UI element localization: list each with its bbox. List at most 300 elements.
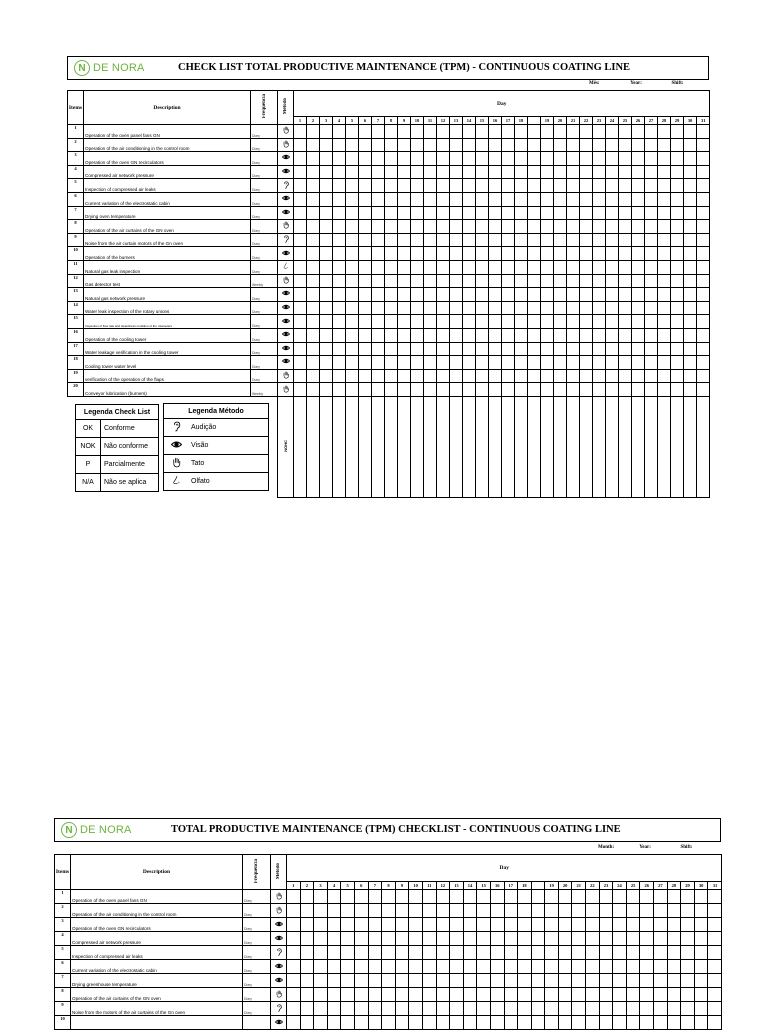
check-cell[interactable] (385, 179, 398, 193)
check-cell[interactable] (545, 988, 559, 1002)
check-cell[interactable] (300, 946, 314, 960)
check-cell[interactable] (409, 890, 423, 904)
check-cell[interactable] (606, 152, 619, 166)
check-cell[interactable] (346, 342, 359, 356)
check-cell[interactable] (463, 165, 476, 179)
check-cell[interactable] (307, 328, 320, 342)
check-cell[interactable] (619, 383, 632, 397)
check-cell[interactable] (502, 301, 515, 315)
check-cell[interactable] (489, 138, 502, 152)
check-cell[interactable] (708, 1016, 722, 1030)
check-cell[interactable] (424, 356, 437, 370)
nohc-check-cell[interactable] (411, 396, 424, 497)
check-cell[interactable] (395, 988, 409, 1002)
check-cell[interactable] (580, 301, 593, 315)
check-cell[interactable] (341, 904, 355, 918)
check-cell[interactable] (463, 890, 477, 904)
check-cell[interactable] (619, 288, 632, 302)
nohc-check-cell[interactable] (489, 396, 502, 497)
check-cell[interactable] (599, 974, 613, 988)
check-cell[interactable] (515, 369, 528, 383)
check-cell[interactable] (515, 288, 528, 302)
check-cell[interactable] (450, 138, 463, 152)
check-cell[interactable] (632, 301, 645, 315)
check-cell[interactable] (422, 904, 436, 918)
check-cell[interactable] (327, 960, 341, 974)
check-cell[interactable] (580, 356, 593, 370)
check-cell[interactable] (372, 315, 385, 329)
check-cell[interactable] (515, 328, 528, 342)
check-cell[interactable] (314, 1002, 328, 1016)
check-cell[interactable] (515, 233, 528, 247)
check-cell[interactable] (541, 125, 554, 139)
check-cell[interactable] (567, 274, 580, 288)
check-cell[interactable] (626, 1016, 640, 1030)
check-cell[interactable] (476, 301, 489, 315)
check-cell[interactable] (422, 1016, 436, 1030)
check-cell[interactable] (684, 152, 697, 166)
check-cell[interactable] (528, 138, 541, 152)
check-cell[interactable] (567, 165, 580, 179)
check-cell[interactable] (354, 974, 368, 988)
check-cell[interactable] (320, 288, 333, 302)
check-cell[interactable] (572, 904, 586, 918)
check-cell[interactable] (320, 342, 333, 356)
check-cell[interactable] (398, 152, 411, 166)
check-cell[interactable] (372, 383, 385, 397)
check-cell[interactable] (437, 301, 450, 315)
check-cell[interactable] (424, 233, 437, 247)
check-cell[interactable] (645, 260, 658, 274)
check-cell[interactable] (694, 1016, 708, 1030)
check-cell[interactable] (558, 946, 572, 960)
check-cell[interactable] (645, 315, 658, 329)
check-cell[interactable] (580, 342, 593, 356)
check-cell[interactable] (368, 932, 382, 946)
check-cell[interactable] (437, 247, 450, 261)
check-cell[interactable] (632, 288, 645, 302)
check-cell[interactable] (541, 369, 554, 383)
check-cell[interactable] (528, 342, 541, 356)
check-cell[interactable] (580, 383, 593, 397)
check-cell[interactable] (463, 974, 477, 988)
check-cell[interactable] (382, 946, 396, 960)
check-cell[interactable] (385, 274, 398, 288)
check-cell[interactable] (684, 383, 697, 397)
check-cell[interactable] (395, 890, 409, 904)
check-cell[interactable] (667, 890, 681, 904)
check-cell[interactable] (300, 932, 314, 946)
check-cell[interactable] (681, 974, 695, 988)
check-cell[interactable] (667, 1016, 681, 1030)
check-cell[interactable] (341, 946, 355, 960)
check-cell[interactable] (437, 165, 450, 179)
check-cell[interactable] (327, 918, 341, 932)
check-cell[interactable] (436, 918, 450, 932)
check-cell[interactable] (671, 260, 684, 274)
check-cell[interactable] (613, 946, 627, 960)
check-cell[interactable] (671, 301, 684, 315)
check-cell[interactable] (645, 288, 658, 302)
check-cell[interactable] (580, 233, 593, 247)
check-cell[interactable] (372, 247, 385, 261)
check-cell[interactable] (359, 288, 372, 302)
check-cell[interactable] (359, 165, 372, 179)
check-cell[interactable] (632, 179, 645, 193)
check-cell[interactable] (354, 1016, 368, 1030)
check-cell[interactable] (645, 342, 658, 356)
check-cell[interactable] (437, 369, 450, 383)
check-cell[interactable] (372, 274, 385, 288)
check-cell[interactable] (541, 192, 554, 206)
check-cell[interactable] (626, 974, 640, 988)
check-cell[interactable] (684, 220, 697, 234)
check-cell[interactable] (463, 301, 476, 315)
check-cell[interactable] (541, 274, 554, 288)
check-cell[interactable] (593, 220, 606, 234)
check-cell[interactable] (359, 328, 372, 342)
check-cell[interactable] (489, 192, 502, 206)
check-cell[interactable] (450, 315, 463, 329)
check-cell[interactable] (411, 152, 424, 166)
check-cell[interactable] (667, 988, 681, 1002)
check-cell[interactable] (667, 974, 681, 988)
check-cell[interactable] (613, 904, 627, 918)
check-cell[interactable] (541, 152, 554, 166)
check-cell[interactable] (541, 220, 554, 234)
check-cell[interactable] (545, 904, 559, 918)
check-cell[interactable] (684, 179, 697, 193)
check-cell[interactable] (684, 369, 697, 383)
check-cell[interactable] (593, 192, 606, 206)
check-cell[interactable] (619, 315, 632, 329)
check-cell[interactable] (346, 152, 359, 166)
check-cell[interactable] (632, 328, 645, 342)
check-cell[interactable] (681, 1002, 695, 1016)
check-cell[interactable] (531, 1002, 545, 1016)
check-cell[interactable] (385, 342, 398, 356)
check-cell[interactable] (294, 138, 307, 152)
check-cell[interactable] (586, 988, 600, 1002)
check-cell[interactable] (658, 356, 671, 370)
check-cell[interactable] (320, 152, 333, 166)
check-cell[interactable] (671, 220, 684, 234)
check-cell[interactable] (314, 1016, 328, 1030)
check-cell[interactable] (398, 206, 411, 220)
check-cell[interactable] (463, 274, 476, 288)
check-cell[interactable] (314, 932, 328, 946)
check-cell[interactable] (567, 315, 580, 329)
check-cell[interactable] (619, 247, 632, 261)
check-cell[interactable] (619, 152, 632, 166)
check-cell[interactable] (708, 960, 722, 974)
check-cell[interactable] (697, 125, 710, 139)
check-cell[interactable] (671, 179, 684, 193)
check-cell[interactable] (409, 1016, 423, 1030)
check-cell[interactable] (502, 328, 515, 342)
check-cell[interactable] (437, 192, 450, 206)
check-cell[interactable] (333, 328, 346, 342)
check-cell[interactable] (476, 138, 489, 152)
check-cell[interactable] (477, 946, 491, 960)
check-cell[interactable] (671, 192, 684, 206)
check-cell[interactable] (504, 1016, 518, 1030)
check-cell[interactable] (606, 220, 619, 234)
check-cell[interactable] (619, 206, 632, 220)
check-cell[interactable] (450, 342, 463, 356)
check-cell[interactable] (599, 960, 613, 974)
check-cell[interactable] (697, 138, 710, 152)
check-cell[interactable] (593, 288, 606, 302)
check-cell[interactable] (593, 328, 606, 342)
check-cell[interactable] (632, 138, 645, 152)
check-cell[interactable] (531, 904, 545, 918)
check-cell[interactable] (658, 206, 671, 220)
check-cell[interactable] (477, 988, 491, 1002)
check-cell[interactable] (294, 220, 307, 234)
check-cell[interactable] (572, 1002, 586, 1016)
check-cell[interactable] (567, 342, 580, 356)
check-cell[interactable] (436, 1016, 450, 1030)
check-cell[interactable] (476, 192, 489, 206)
check-cell[interactable] (333, 301, 346, 315)
check-cell[interactable] (515, 206, 528, 220)
check-cell[interactable] (385, 220, 398, 234)
check-cell[interactable] (333, 342, 346, 356)
check-cell[interactable] (697, 152, 710, 166)
check-cell[interactable] (307, 315, 320, 329)
check-cell[interactable] (382, 1002, 396, 1016)
check-cell[interactable] (307, 206, 320, 220)
check-cell[interactable] (341, 988, 355, 1002)
check-cell[interactable] (476, 179, 489, 193)
check-cell[interactable] (654, 932, 668, 946)
nohc-check-cell[interactable] (307, 396, 320, 497)
check-cell[interactable] (671, 206, 684, 220)
check-cell[interactable] (697, 342, 710, 356)
check-cell[interactable] (632, 125, 645, 139)
check-cell[interactable] (545, 918, 559, 932)
check-cell[interactable] (645, 220, 658, 234)
check-cell[interactable] (385, 288, 398, 302)
check-cell[interactable] (398, 328, 411, 342)
check-cell[interactable] (411, 125, 424, 139)
check-cell[interactable] (463, 125, 476, 139)
check-cell[interactable] (697, 369, 710, 383)
check-cell[interactable] (541, 260, 554, 274)
check-cell[interactable] (398, 220, 411, 234)
check-cell[interactable] (424, 301, 437, 315)
check-cell[interactable] (450, 960, 464, 974)
check-cell[interactable] (359, 179, 372, 193)
check-cell[interactable] (354, 988, 368, 1002)
check-cell[interactable] (694, 974, 708, 988)
check-cell[interactable] (554, 288, 567, 302)
check-cell[interactable] (580, 315, 593, 329)
check-cell[interactable] (314, 974, 328, 988)
check-cell[interactable] (554, 138, 567, 152)
check-cell[interactable] (341, 918, 355, 932)
check-cell[interactable] (333, 179, 346, 193)
check-cell[interactable] (437, 220, 450, 234)
check-cell[interactable] (359, 152, 372, 166)
check-cell[interactable] (476, 356, 489, 370)
check-cell[interactable] (489, 152, 502, 166)
check-cell[interactable] (580, 206, 593, 220)
check-cell[interactable] (477, 932, 491, 946)
check-cell[interactable] (411, 342, 424, 356)
check-cell[interactable] (424, 342, 437, 356)
nohc-check-cell[interactable] (502, 396, 515, 497)
check-cell[interactable] (681, 1016, 695, 1030)
check-cell[interactable] (490, 1002, 504, 1016)
check-cell[interactable] (385, 192, 398, 206)
check-cell[interactable] (437, 328, 450, 342)
check-cell[interactable] (572, 960, 586, 974)
check-cell[interactable] (606, 383, 619, 397)
check-cell[interactable] (632, 206, 645, 220)
check-cell[interactable] (580, 288, 593, 302)
check-cell[interactable] (346, 301, 359, 315)
check-cell[interactable] (359, 383, 372, 397)
check-cell[interactable] (372, 328, 385, 342)
check-cell[interactable] (424, 383, 437, 397)
check-cell[interactable] (681, 904, 695, 918)
check-cell[interactable] (294, 315, 307, 329)
check-cell[interactable] (320, 274, 333, 288)
check-cell[interactable] (640, 904, 654, 918)
check-cell[interactable] (697, 288, 710, 302)
check-cell[interactable] (586, 932, 600, 946)
check-cell[interactable] (558, 890, 572, 904)
check-cell[interactable] (490, 890, 504, 904)
check-cell[interactable] (424, 274, 437, 288)
check-cell[interactable] (477, 974, 491, 988)
check-cell[interactable] (463, 904, 477, 918)
nohc-check-cell[interactable] (515, 396, 528, 497)
check-cell[interactable] (671, 165, 684, 179)
check-cell[interactable] (606, 125, 619, 139)
check-cell[interactable] (502, 179, 515, 193)
check-cell[interactable] (341, 974, 355, 988)
check-cell[interactable] (606, 342, 619, 356)
check-cell[interactable] (489, 233, 502, 247)
check-cell[interactable] (333, 315, 346, 329)
check-cell[interactable] (554, 192, 567, 206)
check-cell[interactable] (368, 890, 382, 904)
check-cell[interactable] (372, 260, 385, 274)
check-cell[interactable] (528, 301, 541, 315)
check-cell[interactable] (580, 328, 593, 342)
check-cell[interactable] (518, 918, 532, 932)
check-cell[interactable] (307, 247, 320, 261)
check-cell[interactable] (489, 356, 502, 370)
check-cell[interactable] (300, 918, 314, 932)
check-cell[interactable] (398, 288, 411, 302)
check-cell[interactable] (528, 206, 541, 220)
check-cell[interactable] (684, 342, 697, 356)
check-cell[interactable] (437, 260, 450, 274)
check-cell[interactable] (554, 274, 567, 288)
check-cell[interactable] (658, 192, 671, 206)
check-cell[interactable] (645, 152, 658, 166)
check-cell[interactable] (287, 946, 301, 960)
check-cell[interactable] (382, 890, 396, 904)
check-cell[interactable] (320, 233, 333, 247)
check-cell[interactable] (450, 165, 463, 179)
check-cell[interactable] (307, 383, 320, 397)
check-cell[interactable] (359, 233, 372, 247)
check-cell[interactable] (619, 342, 632, 356)
check-cell[interactable] (545, 974, 559, 988)
check-cell[interactable] (593, 342, 606, 356)
check-cell[interactable] (640, 932, 654, 946)
check-cell[interactable] (409, 932, 423, 946)
check-cell[interactable] (697, 328, 710, 342)
check-cell[interactable] (436, 904, 450, 918)
check-cell[interactable] (307, 192, 320, 206)
check-cell[interactable] (489, 274, 502, 288)
check-cell[interactable] (515, 356, 528, 370)
check-cell[interactable] (398, 369, 411, 383)
check-cell[interactable] (346, 315, 359, 329)
check-cell[interactable] (515, 192, 528, 206)
check-cell[interactable] (395, 974, 409, 988)
check-cell[interactable] (554, 233, 567, 247)
check-cell[interactable] (294, 179, 307, 193)
check-cell[interactable] (450, 247, 463, 261)
check-cell[interactable] (333, 192, 346, 206)
check-cell[interactable] (411, 356, 424, 370)
check-cell[interactable] (541, 179, 554, 193)
check-cell[interactable] (395, 932, 409, 946)
check-cell[interactable] (463, 192, 476, 206)
check-cell[interactable] (567, 152, 580, 166)
check-cell[interactable] (385, 383, 398, 397)
check-cell[interactable] (658, 152, 671, 166)
check-cell[interactable] (502, 125, 515, 139)
check-cell[interactable] (528, 192, 541, 206)
check-cell[interactable] (667, 960, 681, 974)
check-cell[interactable] (372, 152, 385, 166)
check-cell[interactable] (541, 247, 554, 261)
check-cell[interactable] (346, 220, 359, 234)
check-cell[interactable] (558, 960, 572, 974)
check-cell[interactable] (398, 315, 411, 329)
check-cell[interactable] (518, 988, 532, 1002)
check-cell[interactable] (489, 328, 502, 342)
check-cell[interactable] (354, 918, 368, 932)
check-cell[interactable] (489, 301, 502, 315)
check-cell[interactable] (528, 220, 541, 234)
check-cell[interactable] (490, 974, 504, 988)
check-cell[interactable] (411, 260, 424, 274)
check-cell[interactable] (626, 890, 640, 904)
check-cell[interactable] (411, 328, 424, 342)
check-cell[interactable] (531, 890, 545, 904)
check-cell[interactable] (567, 356, 580, 370)
check-cell[interactable] (398, 260, 411, 274)
check-cell[interactable] (463, 179, 476, 193)
check-cell[interactable] (684, 233, 697, 247)
check-cell[interactable] (694, 918, 708, 932)
check-cell[interactable] (554, 260, 567, 274)
check-cell[interactable] (437, 383, 450, 397)
check-cell[interactable] (346, 383, 359, 397)
check-cell[interactable] (477, 960, 491, 974)
check-cell[interactable] (450, 988, 464, 1002)
nohc-check-cell[interactable] (645, 396, 658, 497)
